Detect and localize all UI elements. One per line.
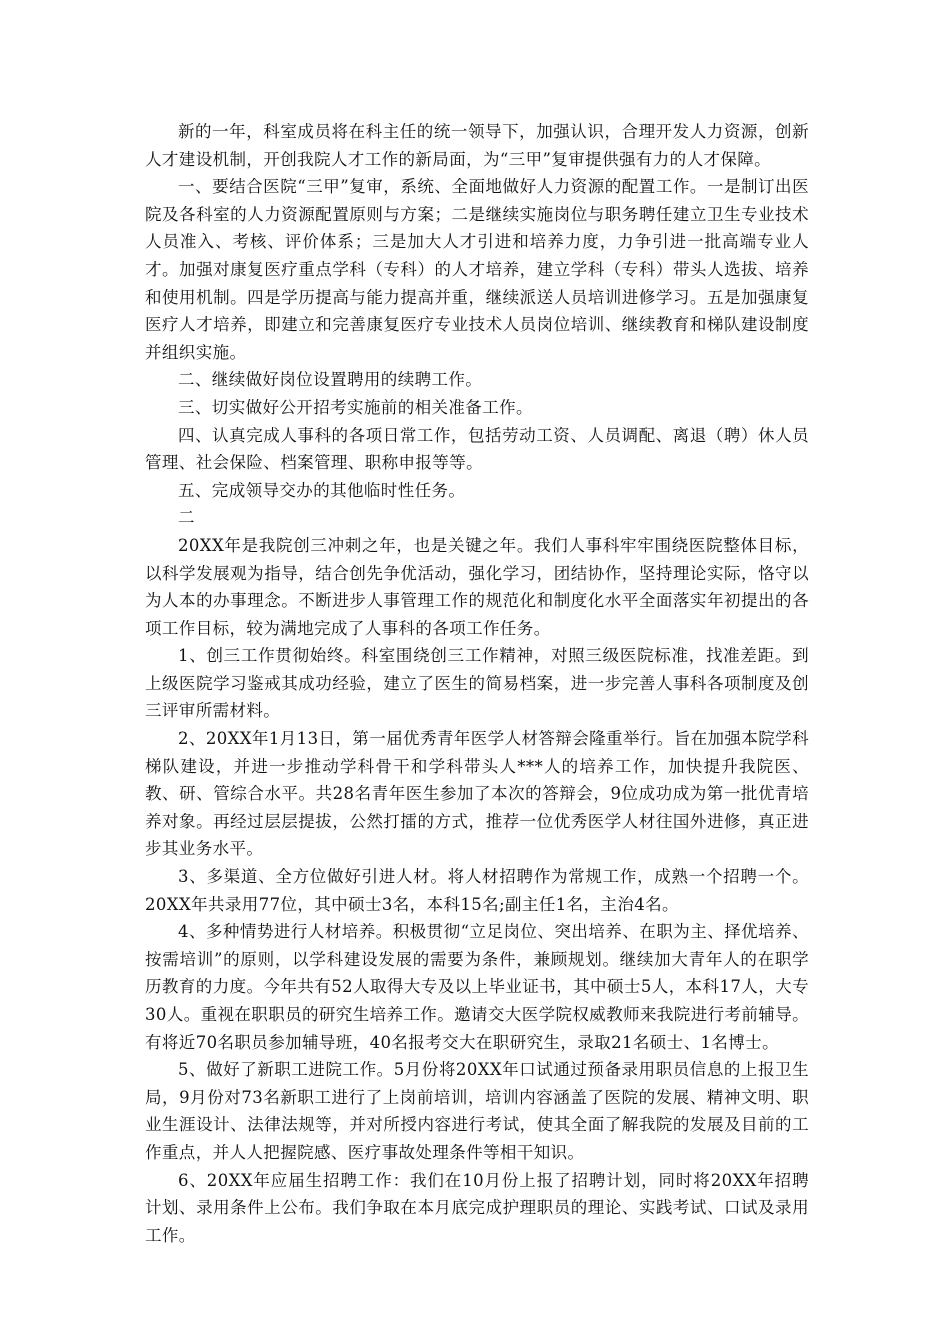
- paragraph-summary: 20XX年是我院创三冲刺之年，也是关键之年。我们人事科牢牢围绕医院整体目标，以科学发展观为指导，结合创先争优活动，强化学习，团结协作，坚持理论实际，恪守以为人本的办事理念。不断进步人事管理工作的规范化和制度化水平全面落实年初提出的各项工作目标，较为满地完成了人事科的各项工作任务。: [145, 535, 809, 638]
- paragraph-point-6: 6、20XX年应届生招聘工作：我们在10月份上报了招聘计划，同时将20XX年招聘计划、录用条件上公布。我们争取在本月底完成护理职员的理论、实践考试、口试及录用工作。: [145, 1170, 809, 1245]
- paragraph-item-1: 一、要结合医院“三甲”复审，系统、全面地做好人力资源的配置工作。一是制订出医院及各科室的人力资源配置原则与方案；二是继续实施岗位与职务聘任建立卫生专业技术人员准入、考核、评价体系；三是加大人才引进和培养力度，力争引进一批高端专业人才。加强对康复医疗重点学科（专科）的人才培养，建立学科（专科）带头人选拔、培养和使用机制。四是学历提高与能力提高并重，继续派送人员培训进修学习。五是加强康复医疗人才培养，即建立和完善康复医疗专业技术人员岗位培训、继续教育和梯队建设制度并组织实施。: [145, 177, 809, 362]
- paragraph-item-4: 四、认真完成人事科的各项日常工作，包括劳动工资、人员调配、离退（聘）休人员管理、社会保险、档案管理、职称申报等等。: [145, 425, 809, 473]
- paragraph-item-2: 二、继续做好岗位设置聘用的续聘工作。: [178, 370, 483, 390]
- paragraph-intro: 新的一年，科室成员将在科主任的统一领导下，加强认识，合理开发人力资源，创新人才建设机制，开创我院人才工作的新局面，为“三甲”复审提供强有力的人才保障。: [145, 122, 809, 169]
- section-heading-two: 二: [178, 508, 195, 528]
- paragraph-point-2: 2、20XX年1月13日，第一届优秀青年医学人材答辩会隆重举行。旨在加强本院学科梯队建设，并进一步推动学科骨干和学科带头人***人的培养工作，加快提升我院医、教、研、管综合水平。共28名青年医生参加了本次的答辩会，9位成功成为第一批优青培养对象。再经过层层提拔，公然打擂的方式，推荐一位优秀医学人材往国外进修，真正进步其业务水平。: [145, 729, 809, 859]
- document-body: [145, 118, 809, 1249]
- paragraph-item-3: 三、切实做好公开招考实施前的相关准备工作。: [178, 397, 533, 417]
- paragraph-point-5: 5、做好了新职工进院工作。5月份将20XX年口试通过预备录用职员信息的上报卫生局，9月份对73名新职工进行了上岗前培训，培训内容涵盖了医院的发展、精神文明、职业生涯设计、法律法规等，并对所授内容进行考试，使其全面了解我院的发展及目前的工作重点，并人人把握院感、医疗事故处理条件等相干知识。: [145, 1060, 809, 1162]
- paragraph-point-1: 1、创三工作贯彻始终。科室围绕创三工作精神，对照三级医院标准，找准差距。到上级医院学习鉴戒其成功经验，建立了医生的简易档案，进一步完善人事科各项制度及创三评审所需材料。: [145, 646, 809, 721]
- paragraph-item-5: 五、完成领导交办的其他临时性任务。: [178, 480, 466, 500]
- paragraph-point-3: 3、多渠道、全方位做好引进人材。将人材招聘作为常规工作，成熟一个招聘一个。20XX年共录用77位，其中硕士3名，本科15名;副主任1名，主治4名。: [145, 867, 809, 914]
- paragraph-point-4: 4、多种情势进行人材培养。积极贯彻“立足岗位、突出培养、在职为主、择优培养、按需培训”的原则，以学科建设发展的需要为条件，兼顾规划。继续加大青年人的在职学历教育的力度。今年共有52人取得大专及以上毕业证书，其中硕士5人，本科17人，大专30人。重视在职职员的研究生培养工作。邀请交大医学院权威教师来我院进行考前辅导。有将近70名职员参加辅导班，40名报考交大在职研究生，录取21名硕士、1名博士。: [145, 922, 809, 1052]
